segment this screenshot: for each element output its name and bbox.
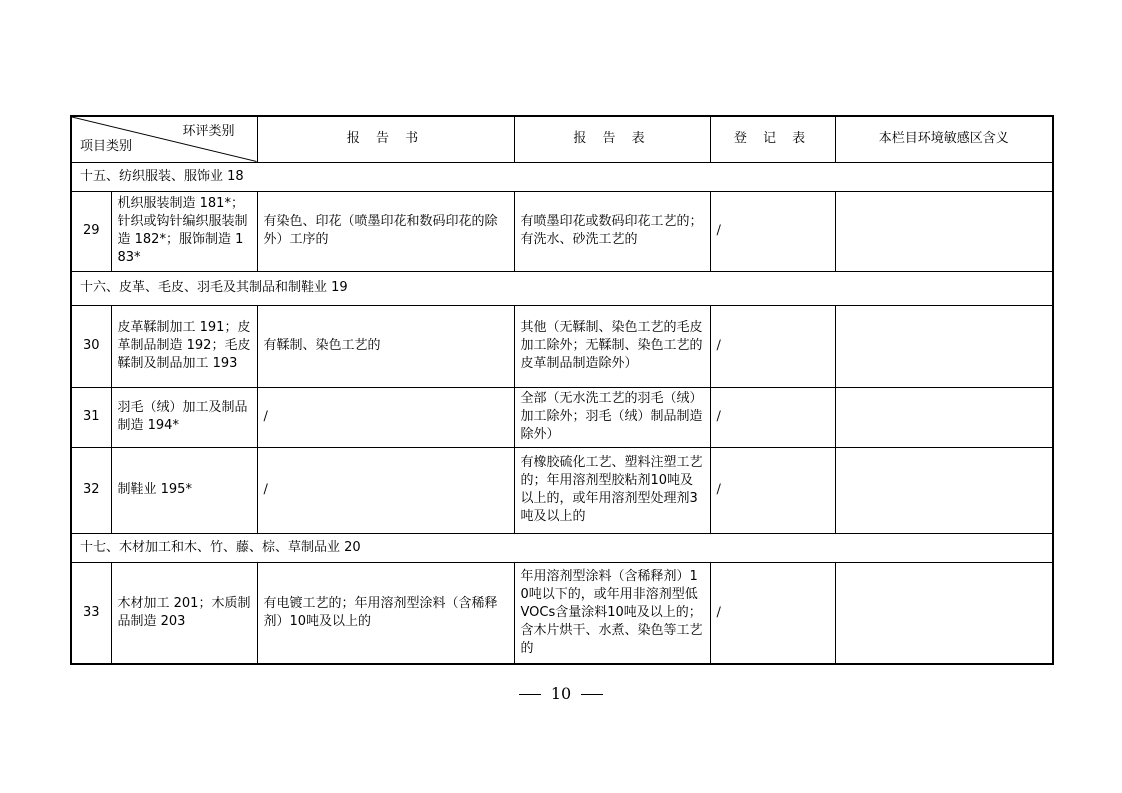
col-report-form-header: 报 告 表 bbox=[514, 116, 710, 162]
row-number: 32 bbox=[71, 447, 111, 533]
sensitive-area-cell bbox=[835, 387, 1053, 447]
project-category: 制鞋业 195* bbox=[111, 447, 257, 533]
project-category-label: 项目类别 bbox=[80, 138, 133, 154]
col-report-book-header: 报 告 书 bbox=[257, 116, 514, 162]
page-number-text: 10 bbox=[550, 684, 572, 703]
project-category: 木材加工 201；木质制品制造 203 bbox=[111, 562, 257, 664]
eia-category-label: 环评类别 bbox=[182, 124, 235, 139]
report-book-cell: / bbox=[257, 387, 514, 447]
sensitive-area-cell bbox=[835, 447, 1053, 533]
table-row bbox=[71, 191, 1053, 271]
report-form-cell: 有橡胶硫化工艺、塑料注塑工艺的；年用溶剂型胶粘剂10吨及以上的，或年用溶剂型处理剂3吨及以上的 bbox=[514, 447, 710, 533]
table-row bbox=[71, 562, 1053, 664]
table-row bbox=[71, 447, 1053, 533]
report-form-cell: 年用溶剂型涂料（含稀释剂）10吨以下的，或年用非溶剂型低VOCs含量涂料10吨及以上的；含木片烘干、水煮、染色等工艺的 bbox=[514, 562, 710, 664]
report-book-cell: 有鞣制、染色工艺的 bbox=[257, 305, 514, 387]
section-title: 十五、纺织服装、服饰业 18 bbox=[71, 162, 1053, 191]
register-cell: / bbox=[710, 562, 835, 664]
section-row bbox=[71, 162, 1053, 191]
register-cell: / bbox=[710, 387, 835, 447]
register-cell: / bbox=[710, 305, 835, 387]
register-cell: / bbox=[710, 191, 835, 271]
report-book-cell: / bbox=[257, 447, 514, 533]
header-row bbox=[71, 116, 1053, 162]
page-dash-left bbox=[519, 694, 541, 695]
row-number: 33 bbox=[71, 562, 111, 664]
section-row bbox=[71, 271, 1053, 305]
row-number: 29 bbox=[71, 191, 111, 271]
col-register-header: 登 记 表 bbox=[710, 116, 835, 162]
col-sensitive-area-header: 本栏目环境敏感区含义 bbox=[835, 116, 1053, 162]
project-category: 机织服装制造 181*；针织或钩针编织服装制造 182*；服饰制造 183* bbox=[111, 191, 257, 271]
section-title: 十六、皮革、毛皮、羽毛及其制品和制鞋业 19 bbox=[71, 271, 1053, 305]
report-form-cell: 有喷墨印花或数码印花工艺的；有洗水、砂洗工艺的 bbox=[514, 191, 710, 271]
sensitive-area-cell bbox=[835, 562, 1053, 664]
report-form-cell: 其他（无鞣制、染色工艺的毛皮加工除外；无鞣制、染色工艺的皮革制品制造除外） bbox=[514, 305, 710, 387]
diagonal-header-cell bbox=[71, 116, 257, 162]
sensitive-area-cell bbox=[835, 305, 1053, 387]
section-title: 十七、木材加工和木、竹、藤、棕、草制品业 20 bbox=[71, 533, 1053, 562]
row-number: 31 bbox=[71, 387, 111, 447]
report-form-cell: 全部（无水洗工艺的羽毛（绒）加工除外；羽毛（绒）制品制造除外） bbox=[514, 387, 710, 447]
row-number: 30 bbox=[71, 305, 111, 387]
section-row bbox=[71, 533, 1053, 562]
report-book-cell: 有电镀工艺的；年用溶剂型涂料（含稀释剂）10吨及以上的 bbox=[257, 562, 514, 664]
page-number bbox=[0, 684, 1122, 703]
project-category: 羽毛（绒）加工及制品制造 194* bbox=[111, 387, 257, 447]
page-dash-right bbox=[581, 694, 603, 695]
register-cell: / bbox=[710, 447, 835, 533]
project-category: 皮革鞣制加工 191；皮革制品制造 192；毛皮鞣制及制品加工 193 bbox=[111, 305, 257, 387]
table-row bbox=[71, 305, 1053, 387]
sensitive-area-cell bbox=[835, 191, 1053, 271]
table-row bbox=[71, 387, 1053, 447]
report-book-cell: 有染色、印花（喷墨印花和数码印花的除外）工序的 bbox=[257, 191, 514, 271]
eia-category-table bbox=[70, 115, 1054, 665]
